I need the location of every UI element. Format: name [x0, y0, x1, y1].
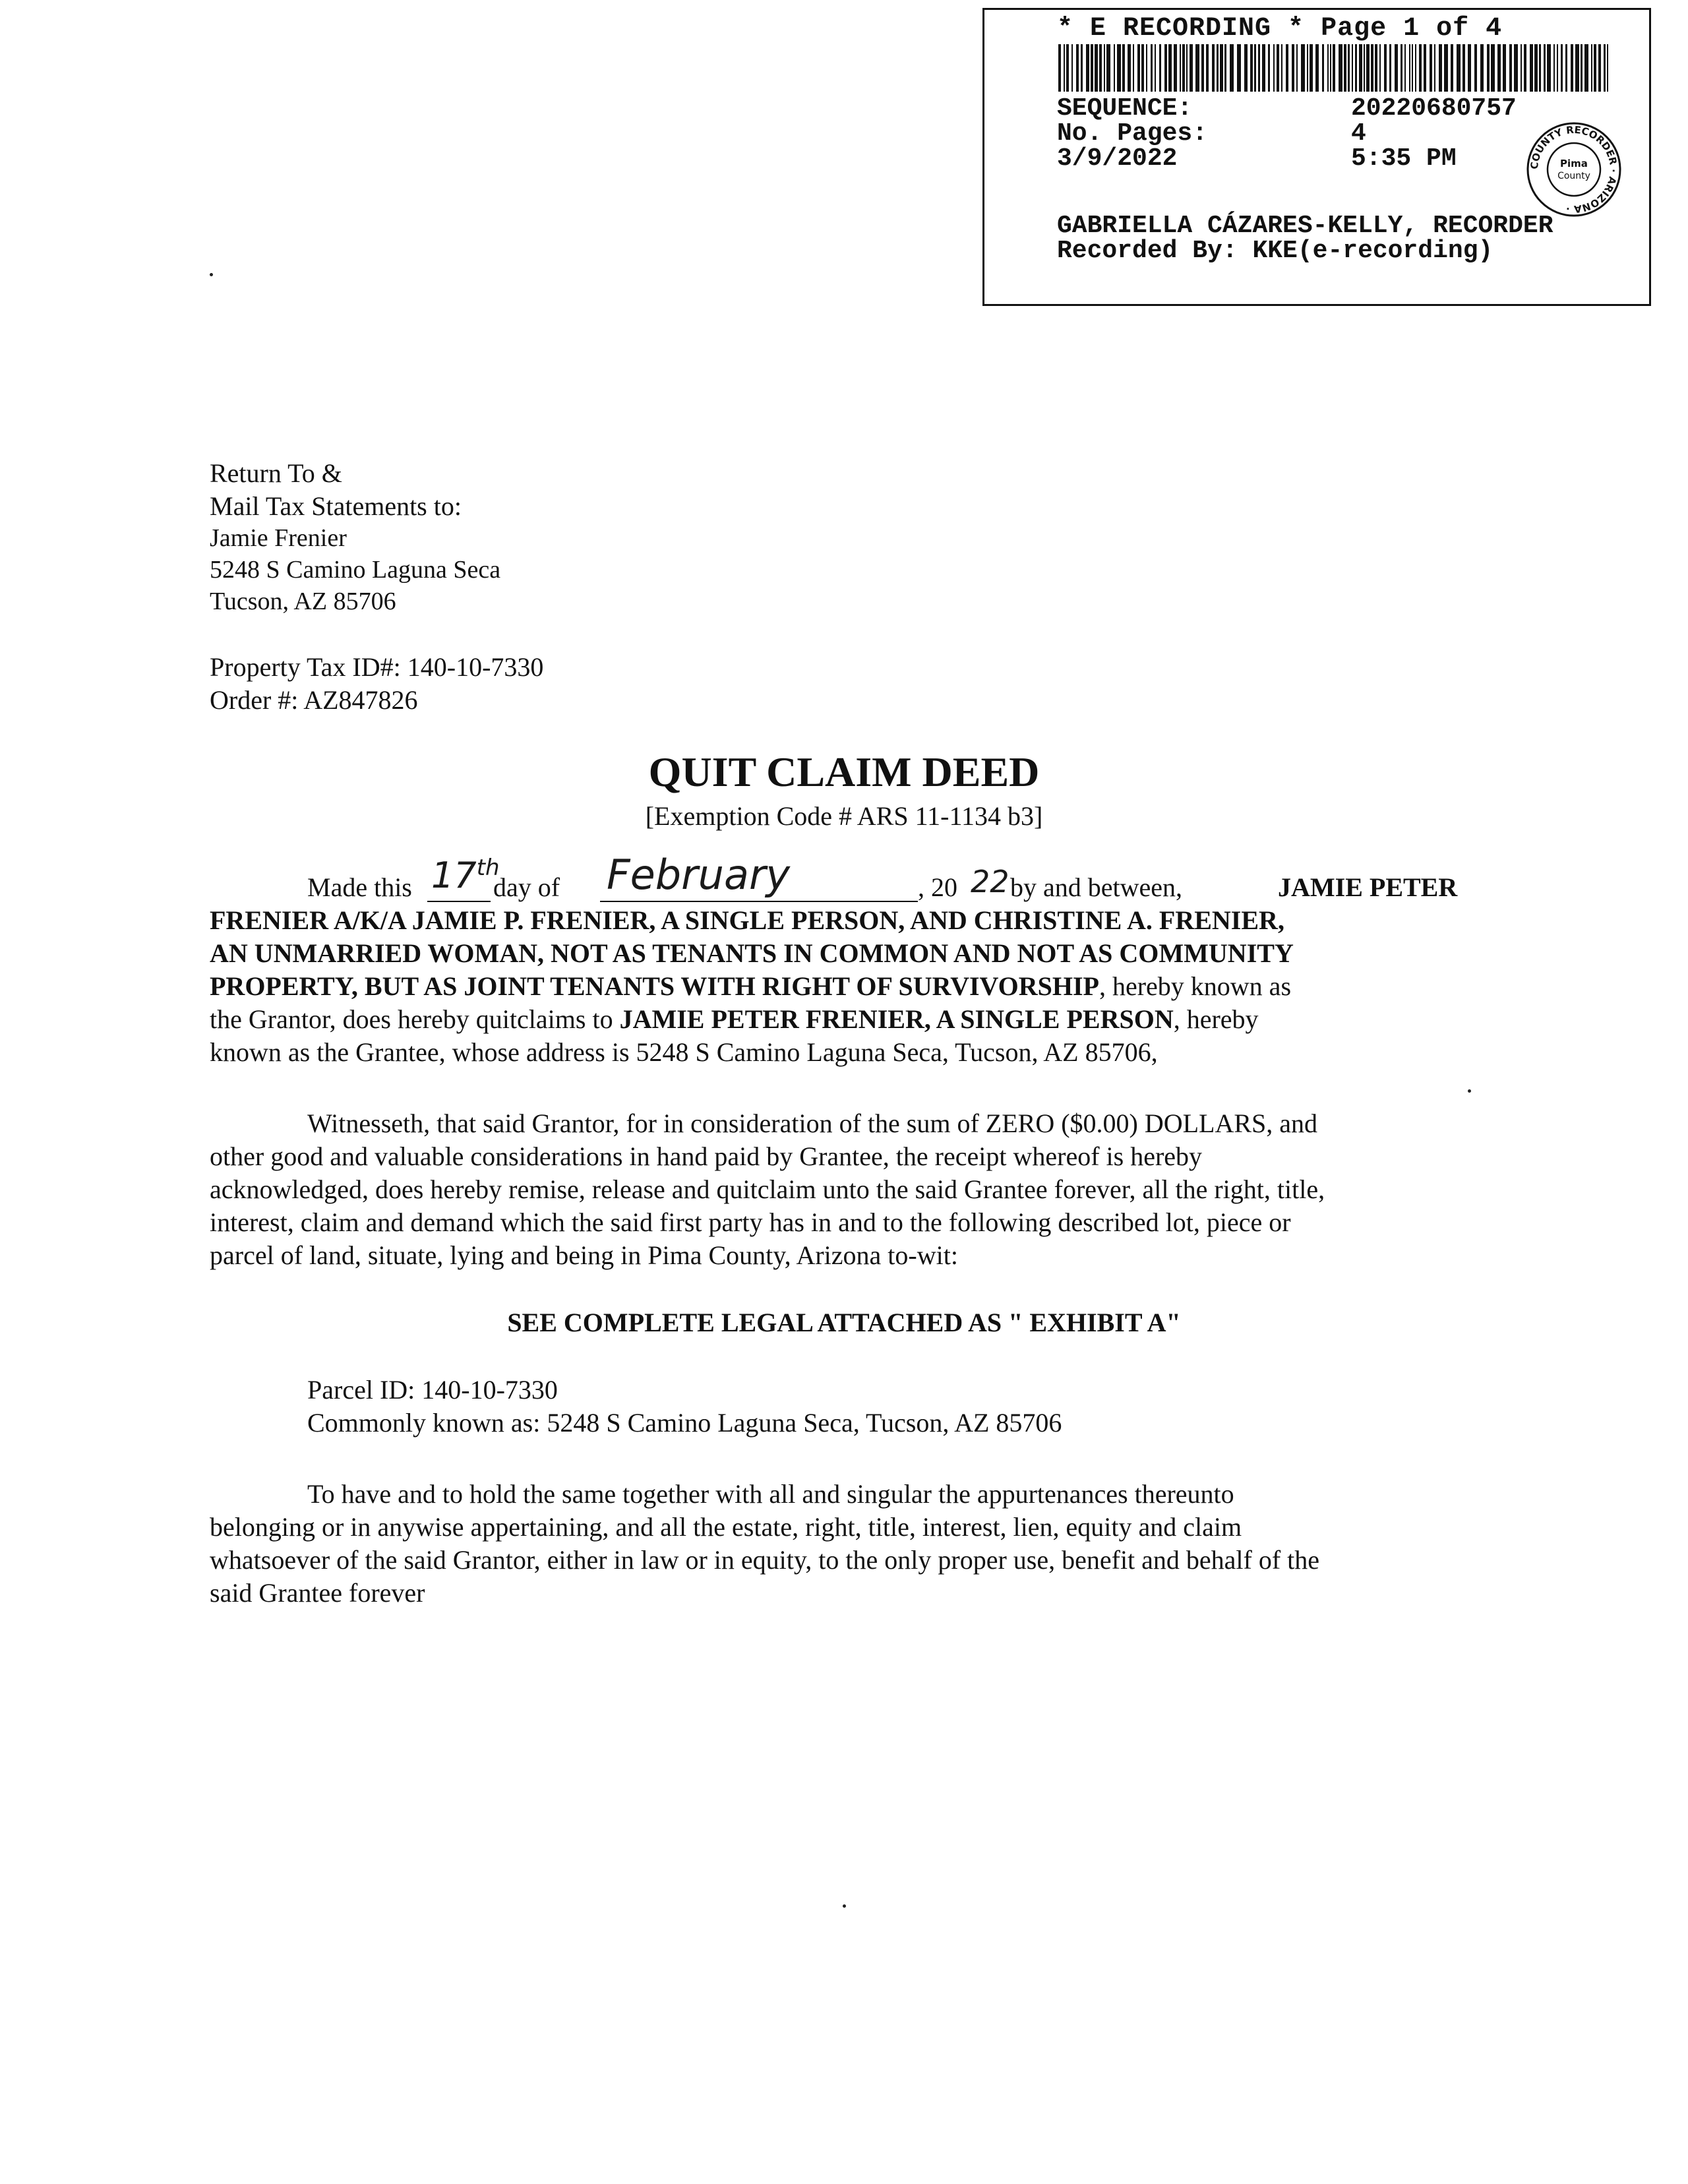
barcode-bar: [1195, 44, 1199, 92]
barcode-bar: [1133, 44, 1134, 92]
barcode-bar: [1364, 44, 1365, 92]
barcode-bar: [1141, 44, 1144, 92]
barcode-bar: [1355, 44, 1357, 92]
barcode-bar: [1117, 44, 1121, 92]
barcode: [1058, 44, 1611, 92]
barcode-bar: [1330, 44, 1331, 92]
barcode-bar: [1168, 44, 1172, 92]
barcode-bar: [1114, 44, 1115, 92]
order-number: Order #: AZ847826: [210, 685, 418, 715]
return-city: Tucson, AZ 85706: [210, 588, 396, 615]
barcode-bar: [1509, 44, 1512, 92]
barcode-bar: [1159, 44, 1161, 92]
barcode-bar: [1307, 44, 1308, 92]
barcode-bar: [1296, 44, 1298, 92]
barcode-bar: [1539, 44, 1541, 92]
grantee-name: JAMIE PETER FRENIER, A SINGLE PERSON: [619, 1004, 1174, 1034]
barcode-bar: [1315, 44, 1319, 92]
commonly-known-as: Commonly known as: 5248 S Camino Laguna Seca, Tucson, AZ 85706: [307, 1408, 1062, 1438]
stamp-header: * E RECORDING * Page 1 of 4: [1057, 14, 1503, 44]
handwritten-year: 22: [971, 864, 1010, 899]
barcode-bar: [1575, 44, 1579, 92]
barcode-bar: [1584, 44, 1588, 92]
barcode-bar: [1581, 44, 1582, 92]
barcode-bar: [1424, 44, 1426, 92]
barcode-bar: [1544, 44, 1546, 92]
habendum-line2: belonging or in anywise appertaining, and all the estate, right, title, interest, lien, equity and claim: [210, 1512, 1242, 1542]
document-title: QUIT CLAIM DEED: [648, 748, 1040, 795]
barcode-bar: [1104, 44, 1105, 92]
barcode-bar: [1164, 44, 1167, 92]
county-recorder-seal-icon: [1525, 121, 1623, 218]
barcode-bar: [1086, 44, 1089, 92]
handwritten-day: 17th: [431, 855, 500, 896]
barcode-bar: [1237, 44, 1241, 92]
barcode-bar: [1598, 44, 1601, 92]
barcode-bar: [1384, 44, 1387, 92]
svg-text:Pima: Pima: [1560, 158, 1588, 169]
barcode-bar: [1190, 44, 1193, 92]
barcode-bar: [1530, 44, 1533, 92]
barcode-bar: [1534, 44, 1538, 92]
grantee-line: [210, 1004, 1259, 1035]
barcode-bar: [1095, 44, 1098, 92]
recorded-by: Recorded By: KKE(e-recording): [1057, 237, 1493, 265]
barcode-bar: [1174, 44, 1177, 92]
barcode-bar: [1058, 44, 1061, 92]
by-and-between: by and between,: [1010, 872, 1183, 902]
barcode-bar: [1352, 44, 1353, 92]
barcode-bar: [1258, 44, 1260, 92]
barcode-bar: [1212, 44, 1215, 92]
barcode-bar: [1412, 44, 1413, 92]
barcode-bar: [1389, 44, 1391, 92]
pages-value: 4: [1351, 119, 1366, 148]
barcode-bar: [1480, 44, 1484, 92]
barcode-bar: [1339, 44, 1342, 92]
barcode-bar: [1292, 44, 1294, 92]
barcode-bar: [1146, 44, 1147, 92]
grantor-line2: FRENIER A/K/A JAMIE P. FRENIER, A SINGLE PERSON, AND CHRISTINE A. FRENIER,: [210, 905, 1284, 935]
barcode-bar: [1521, 44, 1522, 92]
barcode-bar: [1182, 44, 1185, 92]
barcode-bar: [1607, 44, 1608, 92]
grantor-name-part1: JAMIE PETER: [1278, 872, 1458, 902]
barcode-bar: [1366, 44, 1370, 92]
barcode-bar: [1217, 44, 1219, 92]
barcode-bar: [1064, 44, 1065, 92]
exemption-code: [Exemption Code # ARS 11-1134 b3]: [645, 801, 1043, 831]
handwritten-day-suffix: th: [476, 855, 500, 881]
barcode-bar: [1081, 44, 1083, 92]
barcode-bar: [1262, 44, 1265, 92]
barcode-bar: [1310, 44, 1313, 92]
barcode-bar: [1206, 44, 1209, 92]
grantor-line4: [210, 971, 1291, 1002]
barcode-bar: [1076, 44, 1079, 92]
recorder-name: GABRIELLA CÁZARES-KELLY, RECORDER: [1057, 212, 1553, 240]
barcode-bar: [1348, 44, 1350, 92]
barcode-bar: [1244, 44, 1248, 92]
barcode-bar: [1322, 44, 1324, 92]
grantee-address-line: known as the Grantee, whose address is 5248 S Camino Laguna Seca, Tucson, AZ 85706,: [210, 1037, 1158, 1067]
sequence-value: 20220680757: [1351, 94, 1517, 123]
record-time: 5:35 PM: [1351, 144, 1457, 173]
barcode-bar: [1371, 44, 1373, 92]
barcode-bar: [1254, 44, 1256, 92]
barcode-bar: [1415, 44, 1416, 92]
witnesseth-line2: other good and valuable considerations in hand paid by Grantee, the receipt whereof is hereby: [210, 1141, 1203, 1171]
barcode-bar: [1268, 44, 1270, 92]
day-blank: [427, 901, 491, 902]
barcode-bar: [1137, 44, 1140, 92]
speck-dot: [1468, 1089, 1471, 1093]
barcode-bar: [1344, 44, 1346, 92]
return-name: Jamie Frenier: [210, 524, 347, 552]
barcode-bar: [1594, 44, 1596, 92]
barcode-bar: [1591, 44, 1592, 92]
speck-dot: [843, 1904, 846, 1908]
month-blank: [600, 901, 918, 902]
barcode-bar: [1327, 44, 1329, 92]
barcode-bar: [1301, 44, 1305, 92]
svg-text:County: County: [1557, 171, 1590, 181]
barcode-bar: [1462, 44, 1465, 92]
return-to-line1: Return To &: [210, 458, 342, 488]
barcode-bar: [1224, 44, 1226, 92]
grantor-line4-rest: , hereby known as: [1099, 971, 1292, 1001]
barcode-bar: [1333, 44, 1335, 92]
grantee-line-c: , hereby: [1173, 1004, 1259, 1034]
barcode-bar: [1186, 44, 1188, 92]
barcode-bar: [1430, 44, 1432, 92]
barcode-bar: [1122, 44, 1125, 92]
barcode-bar: [1395, 44, 1398, 92]
barcode-bar: [1404, 44, 1406, 92]
return-street: 5248 S Camino Laguna Seca: [210, 556, 501, 584]
barcode-bar: [1491, 44, 1495, 92]
barcode-bar: [1066, 44, 1069, 92]
barcode-bar: [1128, 44, 1131, 92]
barcode-bar: [1379, 44, 1381, 92]
grantor-line3: AN UNMARRIED WOMAN, NOT AS TENANTS IN COMMON AND NOT AS COMMUNITY: [210, 938, 1294, 968]
barcode-bar: [1487, 44, 1490, 92]
barcode-bar: [1106, 44, 1110, 92]
record-date: 3/9/2022: [1057, 144, 1178, 173]
barcode-bar: [1277, 44, 1279, 92]
barcode-bar: [1553, 44, 1555, 92]
barcode-bar: [1557, 44, 1558, 92]
return-to-line2: Mail Tax Statements to:: [210, 491, 462, 521]
barcode-bar: [1419, 44, 1422, 92]
habendum-line3: whatsoever of the said Grantor, either in law or in equity, to the only proper use, benefit and behalf of the: [210, 1545, 1320, 1575]
legal-description-heading: SEE COMPLETE LEGAL ATTACHED AS " EXHIBIT A": [507, 1308, 1181, 1337]
barcode-bar: [1230, 44, 1234, 92]
year-prefix: , 20: [918, 872, 957, 902]
witnesseth-line4: interest, claim and demand which the said first party has in and to the following described lot, piece or: [210, 1207, 1291, 1237]
svg-text:COUNTY RECORDER · ARIZONA ·: COUNTY RECORDER · ARIZONA ·: [1528, 123, 1620, 216]
barcode-bar: [1401, 44, 1402, 92]
barcode-bar: [1180, 44, 1181, 92]
barcode-bar: [1071, 44, 1073, 92]
barcode-bar: [1604, 44, 1606, 92]
property-tax-id: Property Tax ID#: 140-10-7330: [210, 652, 544, 682]
barcode-bar: [1250, 44, 1253, 92]
barcode-bar: [1201, 44, 1204, 92]
barcode-bar: [1099, 44, 1102, 92]
barcode-bar: [1474, 44, 1477, 92]
barcode-bar: [1565, 44, 1567, 92]
barcode-bar: [1514, 44, 1518, 92]
barcode-bar: [1151, 44, 1153, 92]
barcode-bar: [1457, 44, 1461, 92]
barcode-bar: [1375, 44, 1377, 92]
barcode-bar: [1547, 44, 1551, 92]
barcode-bar: [1220, 44, 1223, 92]
barcode-bar: [1444, 44, 1448, 92]
sequence-label: SEQUENCE:: [1057, 94, 1193, 123]
barcode-bar: [1286, 44, 1288, 92]
barcode-bar: [1359, 44, 1362, 92]
barcode-bar: [1497, 44, 1501, 92]
parcel-id: Parcel ID: 140-10-7330: [307, 1375, 558, 1405]
witnesseth-line1: Witnesseth, that said Grantor, for in consideration of the sum of ZERO ($0.00) DOLLARS, and: [307, 1108, 1318, 1138]
barcode-bar: [1451, 44, 1453, 92]
habendum-line1: To have and to hold the same together with all and singular the appurtenances thereunto: [307, 1479, 1234, 1509]
barcode-bar: [1155, 44, 1156, 92]
witnesseth-line3: acknowledged, does hereby remise, release and quitclaim unto the said Grantee forever, all the right, title,: [210, 1174, 1325, 1204]
day-of-label: day of: [493, 872, 560, 902]
handwritten-month: February: [607, 851, 791, 899]
grantee-line-a: the Grantor, does hereby quitclaims to: [210, 1004, 620, 1034]
barcode-bar: [1468, 44, 1471, 92]
barcode-bar: [1273, 44, 1275, 92]
recording-stamp: [982, 8, 1651, 306]
pages-label: No. Pages:: [1057, 119, 1208, 148]
barcode-bar: [1571, 44, 1573, 92]
barcode-bar: [1281, 44, 1282, 92]
witnesseth-line5: parcel of land, situate, lying and being in Pima County, Arizona to-wit:: [210, 1240, 958, 1270]
barcode-bar: [1561, 44, 1563, 92]
habendum-line4: said Grantee forever: [210, 1578, 425, 1608]
speck-dot: [210, 273, 213, 276]
barcode-bar: [1524, 44, 1526, 92]
barcode-bar: [1439, 44, 1442, 92]
barcode-bar: [1434, 44, 1435, 92]
barcode-bar: [1503, 44, 1506, 92]
barcode-bar: [1409, 44, 1410, 92]
grantor-line4-bold: PROPERTY, BUT AS JOINT TENANTS WITH RIGHT OF SURVIVORSHIP: [210, 971, 1099, 1001]
barcode-bar: [1091, 44, 1093, 92]
made-this-label: Made this: [307, 872, 412, 902]
